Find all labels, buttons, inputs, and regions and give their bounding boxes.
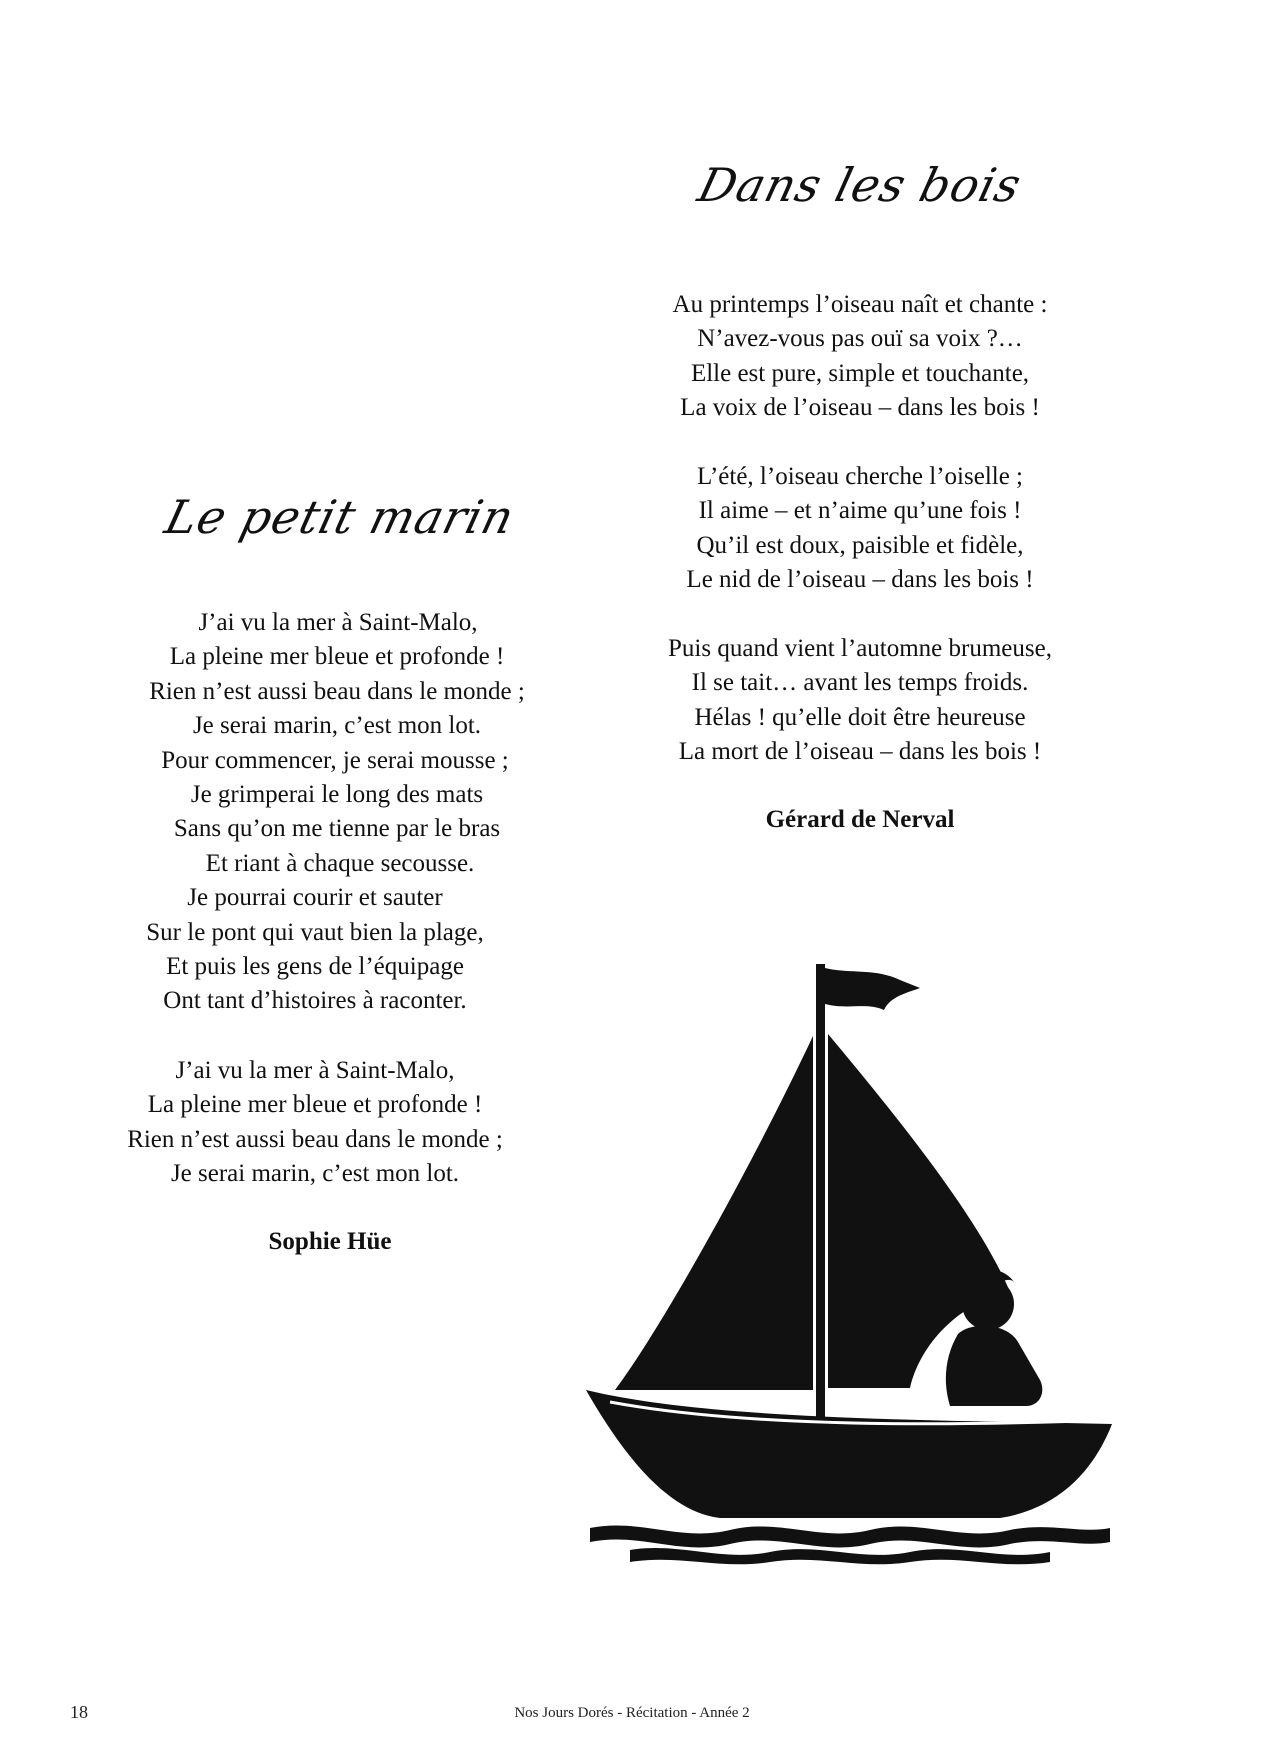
poem-line: Au printemps l’oiseau naît et chante : (672, 291, 1048, 318)
right-poem-title: Dans les bois (692, 158, 1028, 212)
poem-line: La pleine mer bleue et profonde ! (147, 1091, 483, 1119)
poem-line: Et riant à chaque secousse. (205, 849, 475, 877)
poem-line: Rien n’est aussi beau dans le monde ; (149, 677, 525, 705)
left-poem-stanza-1 (20, 606, 640, 1019)
poem-line: Et puis les gens de l’équipage (166, 953, 464, 981)
poem-line: Rien n’est aussi beau dans le monde ; (127, 1125, 503, 1153)
poem-line: Hélas ! qu’elle doit être heureuse (694, 703, 1026, 731)
right-poem-stanza-2 (560, 460, 1160, 598)
poem-line: Je pourrai courir et sauter (187, 884, 443, 912)
poem-line: L’été, l’oiseau cherche l’oiselle ; (696, 463, 1023, 490)
poem-line: La voix de l’oiseau – dans les bois ! (680, 394, 1040, 422)
poem-line: J’ai vu la mer à Saint-Malo, (175, 1057, 455, 1084)
poem-line: Il se tait… avant les temps froids. (691, 669, 1029, 697)
left-poem-title: Le petit marin (159, 490, 521, 544)
poem-line: Ont tant d’histoires à raconter. (163, 987, 467, 1015)
poem-line: Je serai marin, c’est mon lot. (192, 712, 482, 740)
sailboat-with-child-silhouette-icon (570, 950, 1130, 1570)
poem-line: La pleine mer bleue et profonde ! (169, 643, 505, 671)
poem-line: Je serai marin, c’est mon lot. (170, 1160, 460, 1188)
poem-line: Pour commencer, je serai mousse ; (161, 746, 509, 774)
poem-line: Le nid de l’oiseau – dans les bois ! (686, 566, 1034, 594)
right-poem-author: Gérard de Nerval (765, 806, 955, 833)
poem-line: Sur le pont qui vaut bien la plage, (146, 918, 484, 946)
left-poem-author: Sophie Hüe (268, 1228, 392, 1255)
right-poem-stanza-3 (560, 632, 1160, 770)
poem-line: N’avez-vous pas ouï sa voix ?… (697, 325, 1023, 353)
poem-line: Il aime – et n’aime qu’une fois ! (698, 497, 1022, 525)
poem-line: Elle est pure, simple et touchante, (690, 359, 1030, 387)
poem-line: La mort de l’oiseau – dans les bois ! (678, 738, 1042, 766)
poem-line: J’ai vu la mer à Saint-Malo, (198, 609, 478, 636)
page-number: 18 (70, 1702, 88, 1722)
poem-line: Qu’il est doux, paisible et fidèle, (696, 531, 1024, 559)
poem-line: Sans qu’on me tienne par le bras (173, 815, 501, 843)
running-title: Nos Jours Dorés - Récitation - Année 2 (514, 1705, 750, 1721)
left-poem-stanza-2 (20, 1054, 640, 1192)
poem-line: Je grimperai le long des mats (190, 781, 484, 809)
right-poem-stanza-1 (560, 288, 1160, 426)
poem-line: Puis quand vient l’automne brumeuse, (668, 635, 1052, 662)
